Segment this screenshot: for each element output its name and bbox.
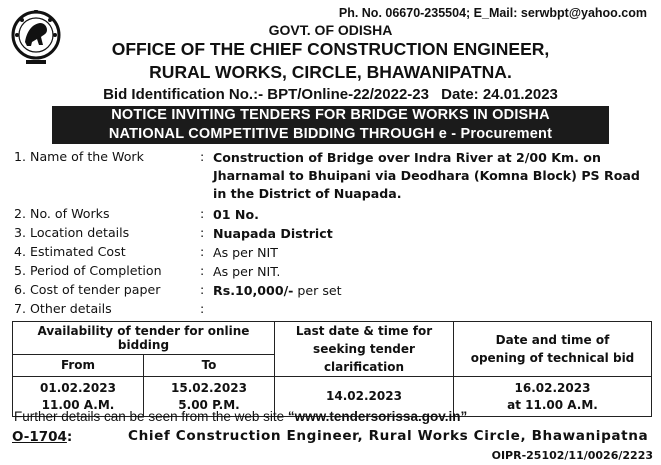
contact-info: Ph. No. 06670-235504; E_Mail: serwbpt@yahoo.com bbox=[338, 6, 647, 20]
tender-dates-table bbox=[12, 321, 652, 417]
from-cell: 01.02.2023 11.00 A.M. bbox=[13, 377, 144, 417]
bid-identification bbox=[0, 86, 661, 103]
to-cell: 15.02.2023 5.00 P.M. bbox=[144, 377, 275, 417]
bid-date: Date: 24.01.2023 bbox=[441, 86, 558, 103]
item-value: As per NIT bbox=[213, 245, 278, 260]
item-value: 01 No. bbox=[213, 207, 259, 222]
issuing-officer: Chief Construction Engineer, Rural Works Circle, Bhawanipatna bbox=[128, 428, 649, 444]
item-label: 7. Other details bbox=[14, 301, 112, 316]
item-value: Nuapada District bbox=[213, 226, 333, 241]
notice-number: O-1704: bbox=[12, 429, 73, 445]
item-label: 1. Name of the Work bbox=[14, 149, 144, 164]
opening-header: Date and time of opening of technical bid bbox=[454, 322, 652, 377]
tender-cost-amount: Rs.10,000/- bbox=[213, 283, 294, 298]
opening-cell: 16.02.2023 at 11.00 A.M. bbox=[454, 377, 652, 417]
govt-title: GOVT. OF ODISHA bbox=[268, 22, 393, 38]
item-value: Construction of Bridge over Indra River at 2/00 Km. on Jharnamal to Bhuipani via Deodhara (Komna Block) PS Road in the District of Nuapada. bbox=[213, 150, 640, 201]
notice-banner bbox=[52, 106, 609, 144]
circle-title: RURAL WORKS, CIRCLE, BHAWANIPATNA. bbox=[149, 62, 512, 82]
to-header: To bbox=[144, 354, 275, 376]
item-label: 4. Estimated Cost bbox=[14, 244, 126, 259]
banner-line-1: NOTICE INVITING TENDERS FOR BRIDGE WORKS IN ODISHA bbox=[111, 107, 550, 123]
item-value: As per NIT. bbox=[213, 264, 281, 279]
item-label: 5. Period of Completion bbox=[14, 263, 162, 278]
website-link[interactable]: “www.tendersorissa.gov.in” bbox=[287, 409, 468, 424]
further-details: Further details can be seen from the web site “www.tendersorissa.gov.in” bbox=[14, 409, 468, 424]
item-label: 6. Cost of tender paper bbox=[14, 282, 161, 297]
banner-line-2: NATIONAL COMPETITIVE BIDDING THROUGH e - Procurement bbox=[108, 126, 553, 142]
from-header: From bbox=[13, 354, 144, 376]
item-value bbox=[213, 282, 655, 300]
clarification-cell: 14.02.2023 bbox=[275, 377, 454, 417]
item-label: 3. Location details bbox=[14, 225, 130, 240]
clarification-header: Last date & time for seeking tender clarification bbox=[275, 322, 454, 377]
availability-header: Availability of tender for online bidding bbox=[13, 322, 275, 355]
bid-id: Bid Identification No.:- BPT/Online-22/2022-23 bbox=[103, 86, 429, 103]
item-label: 2. No. of Works bbox=[14, 206, 110, 221]
ipr-reference: OIPR-25102/11/0026/2223 bbox=[491, 449, 653, 462]
office-title: OFFICE OF THE CHIEF CONSTRUCTION ENGINEER, bbox=[111, 39, 550, 59]
tender-cost-unit: per set bbox=[293, 283, 342, 298]
